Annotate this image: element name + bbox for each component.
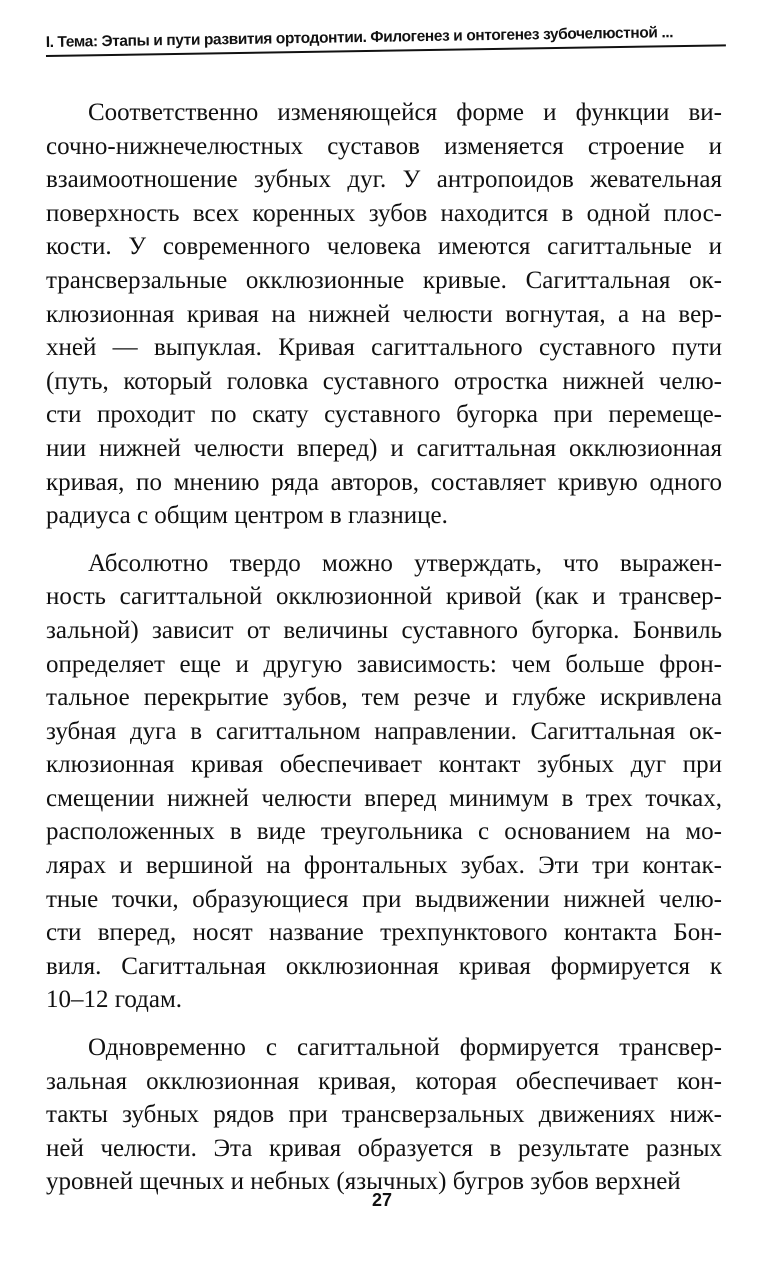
- paragraph: [46, 1031, 722, 1199]
- running-header: I. Тема: Этапы и пути развития ортодонтии. Филогенез и онтогенез зубочелюстной ...: [46, 23, 726, 57]
- text-line: радиуса с общим центром в глазнице.: [46, 502, 448, 530]
- text-line: лярах и вершиной на фронтальных зубах. Эти три контак-: [46, 852, 722, 880]
- text-line: сочно-нижнечелюстных суставов изменяется строение и: [46, 132, 722, 160]
- body-text: [46, 96, 722, 1199]
- text-line: виля. Сагиттальная окклюзионная кривая формируется к: [46, 952, 722, 980]
- text-line: сти вперед, носят название трехпунктового контакта Бон-: [46, 919, 722, 947]
- text-line: клюзионная кривая на нижней челюсти вогнутая, а на вер-: [46, 300, 722, 328]
- text-line: 10–12 годам.: [46, 986, 183, 1014]
- text-line: определяет еще и другую зависимость: чем больше фрон-: [46, 650, 722, 678]
- text-line: Соответственно изменяющейся форме и функции ви-: [88, 99, 722, 126]
- text-line: нии нижней челюсти вперед) и сагиттальная окклюзионная: [46, 434, 722, 462]
- paragraph-gap: [46, 1017, 722, 1031]
- text-line: сти проходит по скату суставного бугорка при перемеще-: [46, 401, 722, 429]
- text-line: клюзионная кривая обеспечивает контакт зубных дуг при: [46, 751, 722, 779]
- paragraph: [46, 547, 722, 1017]
- paragraph: [46, 96, 722, 533]
- text-line: поверхность всех коренных зубов находится в одной плос-: [46, 199, 722, 227]
- text-line: зальная окклюзионная кривая, которая обеспечивает кон-: [46, 1067, 722, 1095]
- text-line: (путь, который головка суставного отростка нижней челю-: [46, 367, 722, 395]
- text-line: зальной) зависит от величины суставного бугорка. Бонвиль: [46, 616, 722, 644]
- text-line: Одновременно с сагиттальной формируется трансвер-: [88, 1034, 722, 1062]
- page-number: 27: [371, 1190, 393, 1210]
- text-line: кривая, по мнению ряда авторов, составляет кривую одного: [46, 468, 722, 496]
- text-line: кости. У современного человека имеются сагиттальные и: [46, 233, 722, 261]
- paragraph-gap: [46, 533, 722, 547]
- text-line: смещении нижней челюсти вперед минимум в трех точках,: [46, 784, 722, 812]
- text-line: ней челюсти. Эта кривая образуется в результате разных: [46, 1134, 722, 1162]
- text-line: взаимоотношение зубных дуг. У антропоидов жевательная: [46, 166, 722, 194]
- text-line: уровней щечных и небных (язычных) бугров зубов верхней: [46, 1168, 681, 1196]
- text-line: тальное перекрытие зубов, тем резче и глубже искривлена: [46, 684, 722, 712]
- text-line: трансверзальные окклюзионные кривые. Сагиттальная ок-: [46, 266, 722, 294]
- text-line: такты зубных рядов при трансверзальных движениях ниж-: [46, 1101, 722, 1129]
- text-line: тные точки, образующиеся при выдвижении нижней челю-: [46, 885, 722, 913]
- text-line: зубная дуга в сагиттальном направлении. Сагиттальная ок-: [46, 717, 722, 745]
- text-line: хней — выпуклая. Кривая сагиттального суставного пути: [46, 334, 722, 362]
- text-line: ность сагиттальной окклюзионной кривой (как и трансвер-: [46, 583, 722, 611]
- text-line: расположенных в виде треугольника с основанием на мо-: [46, 818, 722, 846]
- text-line: Абсолютно твердо можно утверждать, что выражен-: [88, 549, 722, 577]
